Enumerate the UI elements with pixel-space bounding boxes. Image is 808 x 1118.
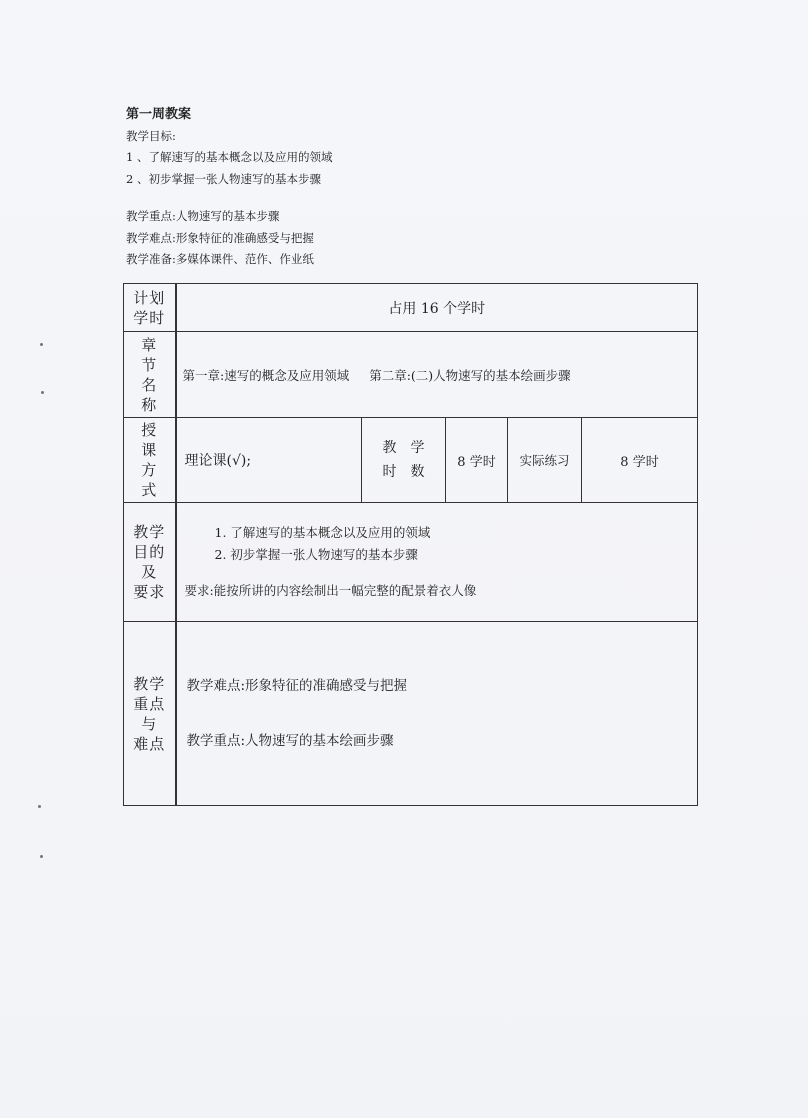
focus-value bbox=[176, 622, 698, 806]
purpose-row bbox=[124, 503, 698, 622]
plan-hours-row bbox=[124, 284, 698, 332]
goal-item: 2 、初步掌握一张人物速写的基本步骤 bbox=[126, 171, 321, 186]
purpose-value bbox=[176, 503, 698, 622]
focus-row bbox=[124, 622, 698, 806]
purpose-item: 1. 了解速写的基本概念以及应用的领域 bbox=[214, 525, 431, 540]
focus-difficulty: 教学难点:形象特征的准确感受与把握 bbox=[186, 678, 408, 694]
key-point: 教学重点:人物速写的基本步骤 bbox=[126, 209, 280, 223]
chapters-value bbox=[176, 332, 698, 418]
chapters-label: 章 节 名 称 bbox=[124, 332, 176, 418]
purpose-item: 2. 初步掌握一张人物速写的基本步骤 bbox=[214, 547, 418, 562]
lesson-plan-table bbox=[123, 283, 698, 806]
plan-hours-value: 占用 16 个学时 bbox=[176, 284, 698, 332]
chapter-item: 第一章:速写的概念及应用领域 bbox=[182, 367, 350, 383]
plan-hours-label: 计划 学时 bbox=[124, 284, 176, 332]
practice-label: 实际练习 bbox=[508, 418, 582, 503]
goal-item: 1 、了解速写的基本概念以及应用的领域 bbox=[126, 150, 333, 164]
hours-label: 教 学 时 数 bbox=[362, 418, 446, 503]
purpose-label: 教学 目的 及 要求 bbox=[124, 503, 176, 622]
method-type: 理论课(√); bbox=[176, 418, 362, 503]
method-row bbox=[124, 418, 698, 503]
page-title: 第一周教案 bbox=[126, 107, 192, 122]
theory-hours: 8 学时 bbox=[446, 418, 508, 503]
chapters-row bbox=[124, 332, 698, 418]
focus-key-point: 教学重点:人物速写的基本绘画步骤 bbox=[186, 733, 394, 749]
method-label: 授 课 方 式 bbox=[124, 418, 176, 503]
lesson-header bbox=[126, 104, 332, 271]
goals-label: 教学目标: bbox=[126, 128, 176, 143]
chapter-item: 第二章:(二)人物速写的基本绘画步骤 bbox=[369, 367, 571, 383]
difficulty: 教学难点:形象特征的准确感受与把握 bbox=[126, 230, 314, 245]
scan-speck bbox=[40, 855, 43, 858]
requirement: 要求:能按所讲的内容绘制出一幅完整的配景着衣人像 bbox=[184, 583, 477, 598]
scan-speck bbox=[41, 391, 44, 394]
scan-speck bbox=[40, 343, 43, 346]
scan-speck bbox=[38, 805, 41, 808]
practice-hours: 8 学时 bbox=[582, 418, 698, 503]
focus-label: 教学 重点 与 难点 bbox=[124, 622, 176, 806]
preparation: 教学准备:多媒体课件、范作、作业纸 bbox=[126, 252, 314, 266]
